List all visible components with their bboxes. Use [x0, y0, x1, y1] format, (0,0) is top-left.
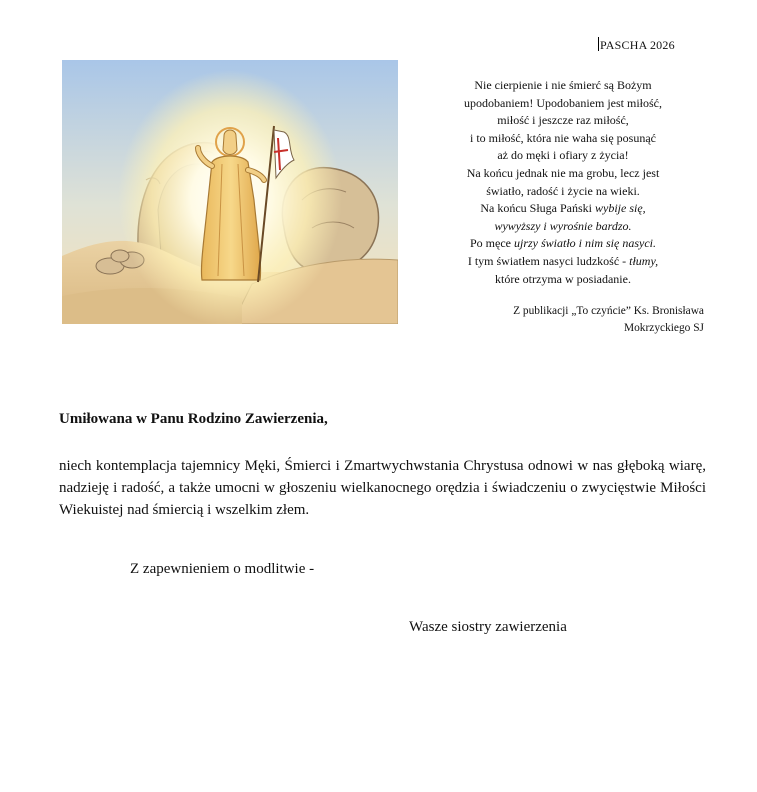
poem-text: Po męce [470, 236, 514, 251]
quote-source [410, 303, 704, 337]
signature: Wasze siostry zawierzenia [409, 619, 567, 635]
poem-line [418, 183, 708, 201]
poem-line [418, 218, 708, 236]
poem-text: miłość i jeszcze raz miłość, [497, 113, 629, 128]
poem-line [418, 112, 708, 130]
poem-text: aż do męki i ofiary z życia! [497, 148, 629, 163]
illustration-canvas [62, 60, 398, 324]
poem-text: światło, radość i życie na wieki. [486, 183, 640, 198]
closing-prayer: Z zapewnieniem o modlitwie - [130, 561, 315, 577]
poem-text: które otrzyma w posiadanie. [495, 271, 631, 286]
poem-line [418, 200, 708, 218]
poem-line [418, 165, 708, 183]
poem-quote [418, 77, 708, 288]
poem-text: Na końcu jednak nie ma grobu, lecz jest [466, 165, 660, 180]
poem-emphasis: ujrzy światło i nim się nasyci. [514, 236, 656, 251]
poem-line [418, 95, 708, 113]
resurrection-illustration [62, 60, 398, 324]
poem-emphasis: wybije się, [595, 201, 646, 216]
poem-line [418, 130, 708, 148]
poem-line [418, 147, 708, 165]
letter-greeting: Umiłowana w Panu Rodzino Zawierzenia, [59, 411, 328, 427]
poem-text: I tym światłem nasyci ludzkość - [467, 253, 630, 268]
letter-body: niech kontemplacja tajemnicy Męki, Śmierci i Zmartwychwstania Chrystusa odnowi w nas głęboką wiarę, nadzieję i radość, a także umocni w głoszeniu wielkanocnego orędzia i świadczeniu o zwycięstwie Miłości Wiekuistej nad śmiercią i wszelkim złem. [59, 458, 706, 519]
page-header [598, 37, 675, 53]
poem-text: i to miłość, która nie waha się posunąć [470, 130, 656, 145]
text-cursor [598, 37, 599, 51]
poem-text: upodobaniem! Upodobaniem jest miłość, [464, 95, 662, 110]
poem-text: Nie cierpienie i nie śmierć są Bożym [474, 78, 652, 92]
source-line-2: Mokrzyckiego SJ [623, 322, 704, 334]
poem-line [418, 271, 708, 289]
poem-line [418, 253, 708, 271]
source-line-1: Z publikacji „To czyńcie” Ks. Bronisława [513, 305, 704, 317]
poem-text: Na końcu Sługa Pański [480, 201, 595, 216]
poem-line [418, 77, 708, 95]
poem-line [418, 235, 708, 253]
header-title: PASCHA 2026 [600, 38, 675, 52]
poem-emphasis: tłumy, [629, 253, 659, 268]
poem-emphasis: wywyższy i wyrośnie bardzo. [494, 218, 632, 233]
